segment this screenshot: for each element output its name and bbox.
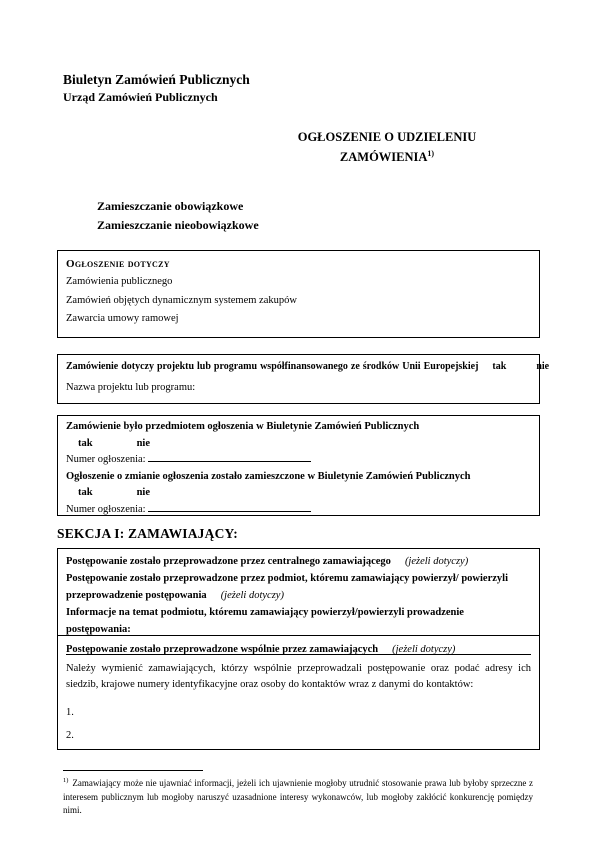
bulletin-notice-number-row [66,452,531,469]
eu-funding-box [57,354,550,404]
notice-concerns-option-public: Zamówienia publicznego [66,276,173,287]
notice-concerns-heading: Ogłoszenie dotyczy [66,258,170,270]
notice-number-fill-line [148,452,311,462]
office-name: Urząd Zamówień Publicznych [63,90,218,104]
entrusted-entity-statement-line1: Postępowanie zostało przeprowadzone przez podmiot, któremu zamawiający powierzył/ powierzyli [66,573,508,584]
placement-mandatory-label: Zamieszczanie obowiązkowe [97,199,244,213]
bulletin-change-yes-no [66,485,531,502]
document-title [272,130,502,165]
entrusted-if-applicable-note: (jeżeli dotyczy) [220,590,284,601]
entrusted-entity-info-label: Informacje na temat podmiotu, któremu zamawiający powierzył/powierzyli prowadzenie postępowania: [66,607,464,635]
joint-purchaser-item-1: 1. [66,707,74,718]
bulletin-was-published-yes-no [66,436,531,453]
footnote-divider-rule [63,770,203,771]
joint-procurement-statement: Postępowanie zostało przeprowadzone wspólnie przez zamawiających [66,644,379,655]
footnote-ref: 1) [63,777,69,784]
notice-concerns-option-dynamic: Zamówień objętych dynamicznym systemem zakupów [66,294,297,306]
notice-concerns-box [57,250,540,338]
joint-if-applicable-note: (jeżeli dotyczy) [392,644,456,655]
section1-box [57,548,540,750]
eu-project-name-label: Nazwa projektu lub programu: [66,382,196,393]
change-notice-number-label: Numer ogłoszenia: [66,503,146,515]
bulletin-change-no-label: nie [136,487,151,498]
central-purchaser-line [66,553,531,570]
bulletin-was-published-statement: Zamówienie było przedmiotem ogłoszenia w Biuletynie Zamówień Publicznych [66,421,420,432]
publisher-name: Biuletyn Zamówień Publicznych [63,72,250,87]
joint-procurement-line [66,642,531,658]
footnote-text: Zamawiający może nie ujawniać informacji, jeżeli ich ujawnienie mogłoby utrudnić stosowanie prawa lub byłoby sprzeczne z interesem publicznym lub mogłoby naruszyć uzasadnione interesy wykonawców, lub mogłoby zakłócić konkurencję pomiędzy nimi. [63,778,533,815]
eu-funding-no-label: nie [536,361,550,372]
footnote [63,774,533,818]
central-purchaser-statement: Postępowanie zostało przeprowadzone przez centralnego zamawiającego [66,556,391,567]
section1-heading: SEKCJA I: ZAMAWIAJĄCY: [57,526,238,541]
title-footnote-ref: 1) [427,148,435,158]
entrusted-entity-statement-line2: przeprowadzenie postępowania (jeżeli dotyczy) [66,590,284,601]
notice-concerns-option-framework: Zawarcia umowy ramowej [66,313,179,324]
bulletin-publication-box [57,415,540,516]
bulletin-change-published-statement: Ogłoszenie o zmianie ogłoszenia zostało zamieszczone w Biuletynie Zamówień Publicznych [66,470,471,482]
eu-funding-statement-line [66,361,550,372]
placement-options [97,197,259,235]
notice-number-label: Numer ogłoszenia: [66,454,146,465]
joint-purchaser-item-2: 2. [66,730,74,741]
document-title-line2: ZAMÓWIENIA$^{1)}$ [339,148,435,164]
eu-funding-statement: Zamówienie dotyczy projektu lub programu współfinansowanego ze środków Unii Europejskiej [66,361,479,372]
bulletin-change-yes-label: tak [78,487,93,498]
bulletin-no-label: nie [136,437,151,449]
bulletin-yes-label: tak [78,437,93,449]
placement-optional-label: Zamieszczanie nieobowiązkowe [97,218,259,232]
document-title-line1: OGŁOSZENIE O UDZIELENIU [297,130,477,144]
eu-funding-yes-label: tak [492,361,507,372]
central-if-applicable-note: (jeżeli dotyczy) [404,556,469,567]
joint-procurement-instruction: Należy wymienić zamawiających, którzy wspólnie przeprowadzali postępowanie oraz podać adresy ich siedzib, krajowe numery identyfikacyjne oraz osoby do kontaktów wraz z danymi do kontaktów: [66,663,531,690]
section1-conduct-subsection [58,549,539,636]
change-notice-number-fill-line [148,502,311,512]
section1-joint-subsection [58,636,539,743]
bulletin-change-number-row [66,502,531,519]
